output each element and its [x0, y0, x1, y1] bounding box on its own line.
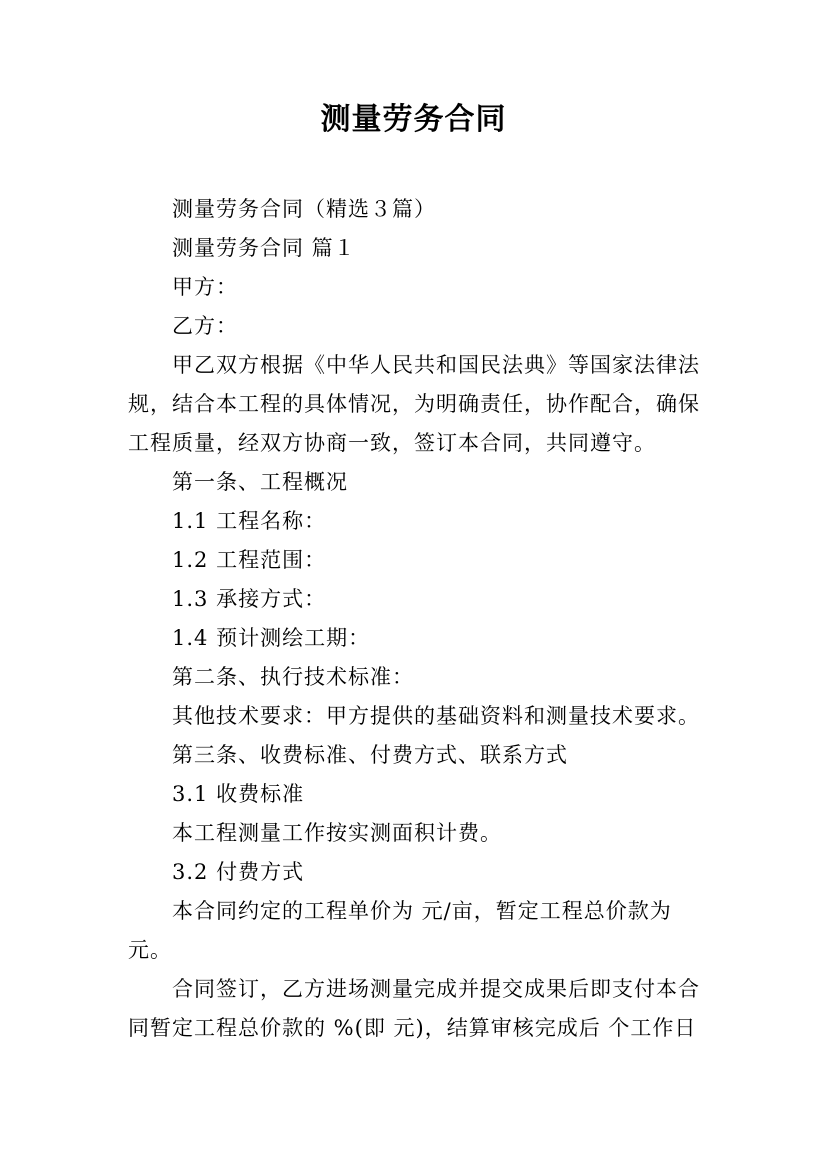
paragraph: 本合同约定的工程单价为 元/亩，暂定工程总价款为 元。 [128, 899, 680, 962]
paragraph: 甲方： [172, 275, 238, 299]
paragraph: 合同签订，乙方进场测量完成并提交成果后即支付本合同暂定工程总价款的 %(即 元)，结算审核完成后 个工作日 [128, 977, 700, 1040]
section-heading: 第三条、收费标准、付费方式、联系方式 [172, 743, 568, 767]
paragraph: 其他技术要求：甲方提供的基础资料和测量技术要求。 [172, 704, 700, 728]
paragraph: 测量劳务合同 篇１ [172, 236, 356, 260]
paragraph: 测量劳务合同（精选３篇） [172, 197, 436, 221]
paragraph: 1.4 预计测绘工期： [172, 626, 371, 650]
paragraph: 甲乙双方根据《中华人民共和国民法典》等国家法律法规，结合本工程的具体情况，为明确责任，协作配合，确保工程质量，经双方协商一致，签订本合同，共同遵守。 [128, 353, 700, 455]
paragraph: 3.1 收费标准 [172, 782, 305, 806]
paragraph: 乙方： [172, 314, 238, 338]
paragraph: 1.1 工程名称： [172, 509, 327, 533]
paragraph: 3.2 付费方式 [172, 860, 305, 884]
paragraph: 1.2 工程范围： [172, 548, 327, 572]
section-heading: 第一条、工程概况 [172, 470, 348, 494]
paragraph: 本工程测量工作按实测面积计费。 [172, 821, 502, 845]
section-heading: 第二条、执行技术标准： [172, 665, 414, 689]
document-body [128, 190, 708, 1048]
document-title: 测量劳务合同 [320, 102, 507, 137]
paragraph: 1.3 承接方式： [172, 587, 327, 611]
